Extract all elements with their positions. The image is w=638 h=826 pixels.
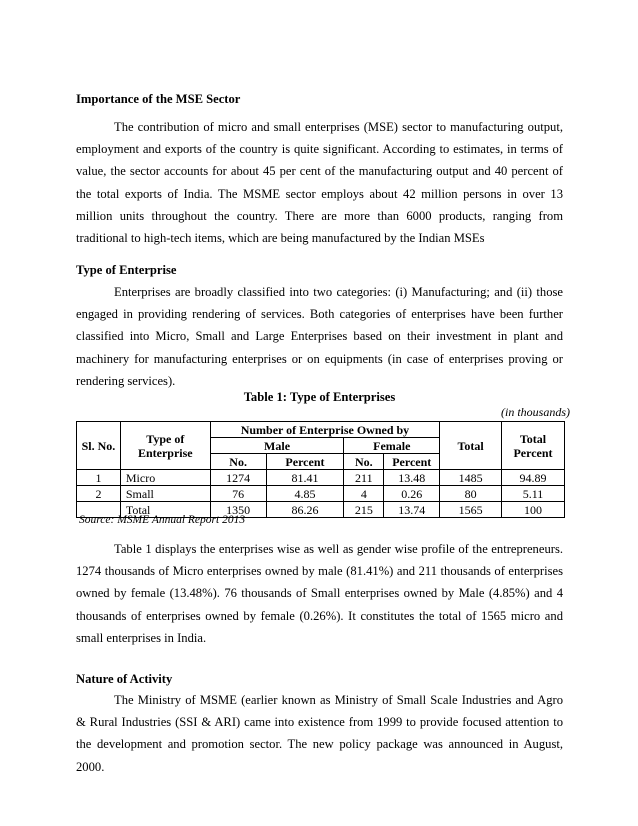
header-male: Male bbox=[210, 438, 344, 454]
cell-male-pct: 81.41 bbox=[266, 470, 344, 486]
header-owned-by: Number of Enterprise Owned by bbox=[210, 422, 440, 438]
paragraph-type-text: Enterprises are broadly classified into two categories: (i) Manufacturing; and (ii) those engaged in providing rendering of services. Both categories of enterprises have been further classified into Micro, Small and Large Enterprises based on their investment in plant and machinery for manufacturing enterprises or on equipments (in case of enterprises proving or rendering services). bbox=[76, 285, 563, 388]
paragraph-nature-text: The Ministry of MSME (earlier known as Ministry of Small Scale Industries and Agro & Rural Industries (SSI & ARI) came into existence from 1999 to provide focused attention to the development and promotion sector. The new policy package was announced in August, 2000. bbox=[76, 693, 563, 774]
cell-female-pct: 13.48 bbox=[384, 470, 440, 486]
paragraph-table-discussion-text: Table 1 displays the enterprises wise as well as gender wise profile of the entrepreneurs. 1274 thousands of Micro enterprises owned by male (81.41%) and 211 thousands of enterprises owned by female (13.48%). 76 thousands of Small enterprises owned by Male (4.85%) and 4 thousands of enterprises owned by female (0.26%). It constitutes the total of 1565 micro and small enterprises in India. bbox=[76, 542, 563, 645]
cell-total: 1485 bbox=[440, 470, 502, 486]
cell-female-pct: 13.74 bbox=[384, 502, 440, 518]
header-female-no: No. bbox=[344, 454, 384, 470]
paragraph-type-of-enterprise bbox=[76, 281, 563, 392]
cell-male-no: 76 bbox=[210, 486, 266, 502]
header-female: Female bbox=[344, 438, 440, 454]
table-source: Source: MSME Annual Report 2013 bbox=[79, 514, 246, 526]
cell-male-no: 1274 bbox=[210, 470, 266, 486]
table-row bbox=[77, 470, 565, 486]
header-female-percent: Percent bbox=[384, 454, 440, 470]
enterprise-table bbox=[76, 421, 565, 518]
cell-male-pct: 86.26 bbox=[266, 502, 344, 518]
cell-female-no: 211 bbox=[344, 470, 384, 486]
cell-sl: 1 bbox=[77, 470, 121, 486]
table-header-row bbox=[77, 422, 565, 438]
paragraph-nature-of-activity bbox=[76, 689, 563, 778]
cell-female-no: 215 bbox=[344, 502, 384, 518]
cell-total-pct: 94.89 bbox=[502, 470, 565, 486]
header-male-no: No. bbox=[210, 454, 266, 470]
header-total-percent: Total Percent bbox=[502, 422, 565, 470]
cell-type: Small bbox=[120, 486, 210, 502]
paragraph-table-discussion bbox=[76, 538, 563, 649]
heading-importance: Importance of the MSE Sector bbox=[76, 92, 241, 106]
header-type: Type of Enterprise bbox=[120, 422, 210, 470]
table-title: Table 1: Type of Enterprises bbox=[243, 390, 396, 404]
cell-sl: 2 bbox=[77, 486, 121, 502]
cell-male-no: 1350 bbox=[210, 502, 266, 518]
header-sl-no: Sl. No. bbox=[77, 422, 121, 470]
paragraph-importance bbox=[76, 116, 563, 249]
table-unit-note: (in thousands) bbox=[501, 405, 570, 419]
header-total: Total bbox=[440, 422, 502, 470]
cell-total: 80 bbox=[440, 486, 502, 502]
cell-total-pct: 5.11 bbox=[502, 486, 565, 502]
heading-nature-of-activity: Nature of Activity bbox=[76, 672, 173, 686]
cell-female-no: 4 bbox=[344, 486, 384, 502]
cell-male-pct: 4.85 bbox=[266, 486, 344, 502]
cell-type: Micro bbox=[120, 470, 210, 486]
cell-female-pct: 0.26 bbox=[384, 486, 440, 502]
cell-type: Total bbox=[120, 502, 210, 518]
table-row bbox=[77, 486, 565, 502]
paragraph-importance-text: The contribution of micro and small enterprises (MSE) sector to manufacturing output, employment and exports of the country is quite significant. According to estimates, in terms of value, the sector accounts for about 45 per cent of the manufacturing output and 40 percent of the total exports of India. The MSME sector employs about 42 million persons in over 13 million units throughout the country. There are more than 6000 products, ranging from traditional to high-tech items, which are being manufactured by the Indian MSEs bbox=[76, 120, 563, 246]
cell-total: 1565 bbox=[440, 502, 502, 518]
cell-total-pct: 100 bbox=[502, 502, 565, 518]
header-male-percent: Percent bbox=[266, 454, 344, 470]
heading-type-of-enterprise: Type of Enterprise bbox=[76, 263, 177, 277]
